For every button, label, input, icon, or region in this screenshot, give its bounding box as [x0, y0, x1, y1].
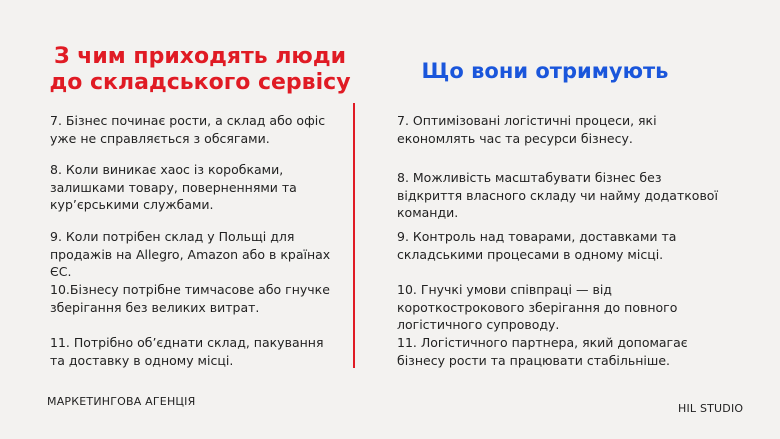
left-item-8: 8. Коли виникає хаос із коробками, залишками товару, поверненнями та кур’єрськими службами. [50, 162, 297, 212]
column-divider [353, 103, 355, 368]
right-item-10: 10. Гнучкі умови співпраці — від короткострокового зберігання до повного логістичного супроводу. [397, 282, 678, 332]
footer-agency: МАРКЕТИНГОВА АГЕНЦІЯ [47, 395, 196, 408]
right-item-7: 7. Оптимізовані логістичні процеси, які економлять час та ресурси бізнесу. [397, 113, 657, 146]
left-item-9: 9. Коли потрібен склад у Польщі для продажів на Allegro, Amazon або в країнах ЄС. [50, 229, 331, 279]
right-item-9: 9. Контроль над товарами, доставками та складськими процесами в одному місці. [397, 229, 677, 262]
left-item-11: 11. Потрібно об’єднати склад, пакування та доставку в одному місці. [50, 335, 324, 368]
right-title: Що вони отримують [421, 59, 669, 83]
left-item-7: 7. Бізнес починає рости, а склад або офіс уже не справляється з обсягами. [50, 113, 326, 146]
left-item-10: 10.Бізнесу потрібне тимчасове або гнучке зберігання без великих витрат. [50, 282, 330, 315]
footer-studio: HIL STUDIO [678, 402, 744, 415]
left-title: З чим приходять люди до складського сервісу [49, 44, 351, 95]
right-item-8: 8. Можливість масштабувати бізнес без відкриття власного складу чи найму додаткової команди. [397, 170, 718, 220]
right-item-11: 11. Логістичного партнера, який допомагає бізнесу рости та працювати стабільніше. [397, 335, 688, 368]
